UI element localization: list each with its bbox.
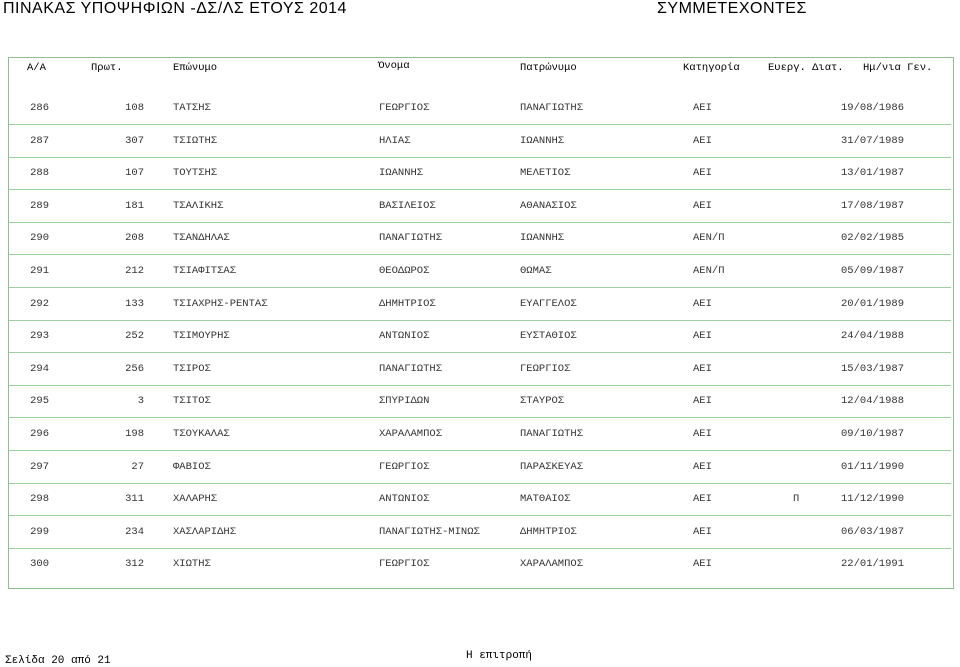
cell-aa: 287: [30, 134, 49, 147]
cell-surname: ΦΑΒΙΟΣ: [173, 460, 211, 473]
cell-category: ΑΕΙ: [693, 102, 712, 114]
cell-name: ΘΕΟΔΩΡΟΣ: [379, 265, 430, 277]
cell-category: ΑΕΝ/Π: [693, 232, 725, 245]
cell-aa: 292: [30, 297, 49, 310]
table-row: [9, 92, 951, 125]
cell-category: ΑΕΙ: [693, 362, 712, 375]
table-row: [9, 255, 951, 288]
cell-prot: 311: [125, 493, 144, 506]
cell-aa: 293: [30, 330, 49, 343]
cell-surname: ΤΑΤΣΗΣ: [173, 102, 211, 114]
cell-surname: ΤΟΥΤΣΗΣ: [173, 167, 218, 180]
cell-prot: 198: [125, 428, 144, 440]
cell-category: ΑΕΙ: [693, 134, 712, 147]
table-row: [9, 353, 951, 386]
cell-category: ΑΕΙ: [693, 493, 712, 506]
cell-prot: 3: [137, 395, 144, 408]
cell-father: ΕΥΣΤΑΘΙΟΣ: [520, 330, 577, 343]
cell-surname: ΤΣΟΥΚΑΛΑΣ: [173, 428, 230, 440]
page-number: Σελίδα 20 από 21: [5, 655, 111, 667]
cell-category: ΑΕΙ: [693, 330, 712, 343]
cell-surname: ΤΣΙΑΧΡΗΣ-ΡΕΝΤΑΣ: [173, 297, 268, 310]
cell-dob: 19/08/1986: [841, 102, 905, 114]
cell-aa: 291: [30, 265, 49, 277]
cell-aa: 295: [30, 395, 49, 408]
cell-surname: ΤΣΙΡΟΣ: [173, 362, 211, 375]
col-header-prot: Πρωτ.: [91, 62, 123, 74]
status-label: ΣΥΜΜΕΤΕΧΟΝΤΕΣ: [657, 0, 807, 17]
table-row: [9, 288, 951, 321]
cell-dob: 24/04/1988: [841, 330, 905, 343]
cell-dob: 06/03/1987: [841, 525, 905, 538]
col-header-father: Πατρώνυμο: [520, 62, 577, 74]
cell-prot: 108: [125, 102, 144, 114]
table-row: [9, 222, 951, 255]
table-row: [9, 385, 951, 418]
cell-aa: 296: [30, 428, 49, 440]
cell-father: ΘΩΜΑΣ: [520, 265, 552, 277]
cell-name: ΠΑΝΑΓΙΩΤΗΣ: [379, 232, 443, 245]
cell-name: ΣΠΥΡΙΔΩΝ: [379, 395, 430, 408]
cell-father: ΙΩΑΝΝΗΣ: [520, 232, 565, 245]
cell-father: ΔΗΜΗΤΡΙΟΣ: [520, 525, 577, 538]
cell-special: Π: [793, 493, 800, 506]
cell-dob: 22/01/1991: [841, 558, 905, 571]
cell-dob: 12/04/1988: [841, 395, 905, 408]
cell-aa: 300: [30, 558, 49, 571]
cell-aa: 299: [30, 525, 49, 538]
cell-father: ΧΑΡΑΛΑΜΠΟΣ: [520, 558, 584, 571]
committee-label: Η επιτροπή: [466, 650, 533, 662]
cell-surname: ΤΣΙΑΦΙΤΣΑΣ: [173, 265, 237, 277]
cell-dob: 20/01/1989: [841, 297, 905, 310]
cell-name: ΠΑΝΑΓΙΩΤΗΣ: [379, 362, 443, 375]
cell-father: ΜΑΤΘΑΙΟΣ: [520, 493, 571, 506]
cell-prot: 307: [125, 134, 144, 147]
col-header-name: Όνομα: [378, 60, 410, 72]
col-header-aa: Α/Α: [27, 62, 46, 74]
cell-name: ΗΛΙΑΣ: [379, 134, 411, 147]
cell-prot: 208: [125, 232, 144, 245]
cell-prot: 181: [125, 199, 144, 212]
cell-name: ΔΗΜΗΤΡΙΟΣ: [379, 297, 436, 310]
cell-category: ΑΕΙ: [693, 395, 712, 408]
cell-dob: 17/08/1987: [841, 199, 905, 212]
cell-category: ΑΕΙ: [693, 167, 712, 180]
cell-name: ΓΕΩΡΓΙΟΣ: [379, 102, 430, 114]
cell-father: ΑΘΑΝΑΣΙΟΣ: [520, 199, 577, 212]
cell-aa: 290: [30, 232, 49, 245]
cell-surname: ΤΣΙΤΟΣ: [173, 395, 211, 408]
cell-father: ΙΩΑΝΝΗΣ: [520, 134, 565, 147]
cell-dob: 11/12/1990: [841, 493, 905, 506]
cell-category: ΑΕΙ: [693, 297, 712, 310]
table-row: [9, 125, 951, 158]
cell-name: ΠΑΝΑΓΙΩΤΗΣ-ΜΙΝΩΣ: [379, 525, 480, 538]
cell-prot: 212: [125, 265, 144, 277]
cell-name: ΓΕΩΡΓΙΟΣ: [379, 460, 430, 473]
table-row: [9, 418, 951, 451]
cell-name: ΑΝΤΩΝΙΟΣ: [379, 330, 430, 343]
cell-dob: 31/07/1989: [841, 134, 905, 147]
cell-category: ΑΕΝ/Π: [693, 265, 725, 277]
cell-father: ΠΑΡΑΣΚΕΥΑΣ: [520, 460, 584, 473]
cell-father: ΕΥΑΓΓΕΛΟΣ: [520, 297, 577, 310]
cell-category: ΑΕΙ: [693, 199, 712, 212]
table-row: [9, 516, 951, 549]
cell-father: ΜΕΛΕΤΙΟΣ: [520, 167, 571, 180]
cell-name: ΙΩΑΝΝΗΣ: [379, 167, 424, 180]
cell-category: ΑΕΙ: [693, 428, 712, 440]
cell-prot: 27: [131, 460, 144, 473]
cell-prot: 234: [125, 525, 144, 538]
cell-dob: 01/11/1990: [841, 460, 905, 473]
cell-aa: 286: [30, 102, 49, 114]
cell-surname: ΧΙΩΤΗΣ: [173, 558, 211, 571]
cell-aa: 294: [30, 362, 49, 375]
cell-prot: 312: [125, 558, 144, 571]
cell-dob: 02/02/1985: [841, 232, 905, 245]
cell-aa: 298: [30, 493, 49, 506]
cell-category: ΑΕΙ: [693, 460, 712, 473]
cell-prot: 107: [125, 167, 144, 180]
cell-father: ΠΑΝΑΓΙΩΤΗΣ: [520, 428, 584, 440]
cell-prot: 252: [125, 330, 144, 343]
cell-name: ΒΑΣΙΛΕΙΟΣ: [379, 199, 436, 212]
cell-father: ΓΕΩΡΓΙΟΣ: [520, 362, 571, 375]
page-title: ΠΙΝΑΚΑΣ ΥΠΟΨΗΦΙΩΝ -ΔΣ/ΛΣ ΕΤΟΥΣ 2014: [3, 0, 347, 17]
cell-prot: 256: [125, 362, 144, 375]
cell-name: ΧΑΡΑΛΑΜΠΟΣ: [379, 428, 443, 440]
cell-surname: ΧΑΛΑΡΗΣ: [173, 493, 218, 506]
cell-dob: 09/10/1987: [841, 428, 905, 440]
col-header-category: Κατηγορία: [683, 62, 740, 74]
table-row: [9, 548, 951, 580]
cell-aa: 288: [30, 167, 49, 180]
cell-aa: 289: [30, 199, 49, 212]
cell-name: ΓΕΩΡΓΙΟΣ: [379, 558, 430, 571]
cell-surname: ΤΣΙΜΟΥΡΗΣ: [173, 330, 230, 343]
cell-dob: 15/03/1987: [841, 362, 905, 375]
cell-category: ΑΕΙ: [693, 558, 712, 571]
cell-aa: 297: [30, 460, 49, 473]
table-row: [9, 157, 951, 190]
table-row: [9, 190, 951, 223]
cell-dob: 05/09/1987: [841, 265, 905, 277]
table-row: [9, 451, 951, 484]
col-header-surname: Επώνυμο: [173, 62, 218, 74]
cell-surname: ΤΣΑΝΔΗΛΑΣ: [173, 232, 230, 245]
table-row: [9, 483, 951, 516]
cell-father: ΠΑΝΑΓΙΩΤΗΣ: [520, 102, 584, 114]
cell-surname: ΧΑΣΛΑΡΙΔΗΣ: [173, 525, 237, 538]
col-header-special: Ευεργ. Διατ.: [768, 62, 844, 74]
col-header-dob: Ημ/νια Γεν.: [863, 62, 933, 74]
cell-father: ΣΤΑΥΡΟΣ: [520, 395, 565, 408]
cell-category: ΑΕΙ: [693, 525, 712, 538]
cell-name: ΑΝΤΩΝΙΟΣ: [379, 493, 430, 506]
cell-surname: ΤΣΑΛΙΚΗΣ: [173, 199, 224, 212]
cell-prot: 133: [125, 297, 144, 310]
table-row: [9, 320, 951, 353]
cell-dob: 13/01/1987: [841, 167, 905, 180]
cell-surname: ΤΣΙΩΤΗΣ: [173, 134, 218, 147]
